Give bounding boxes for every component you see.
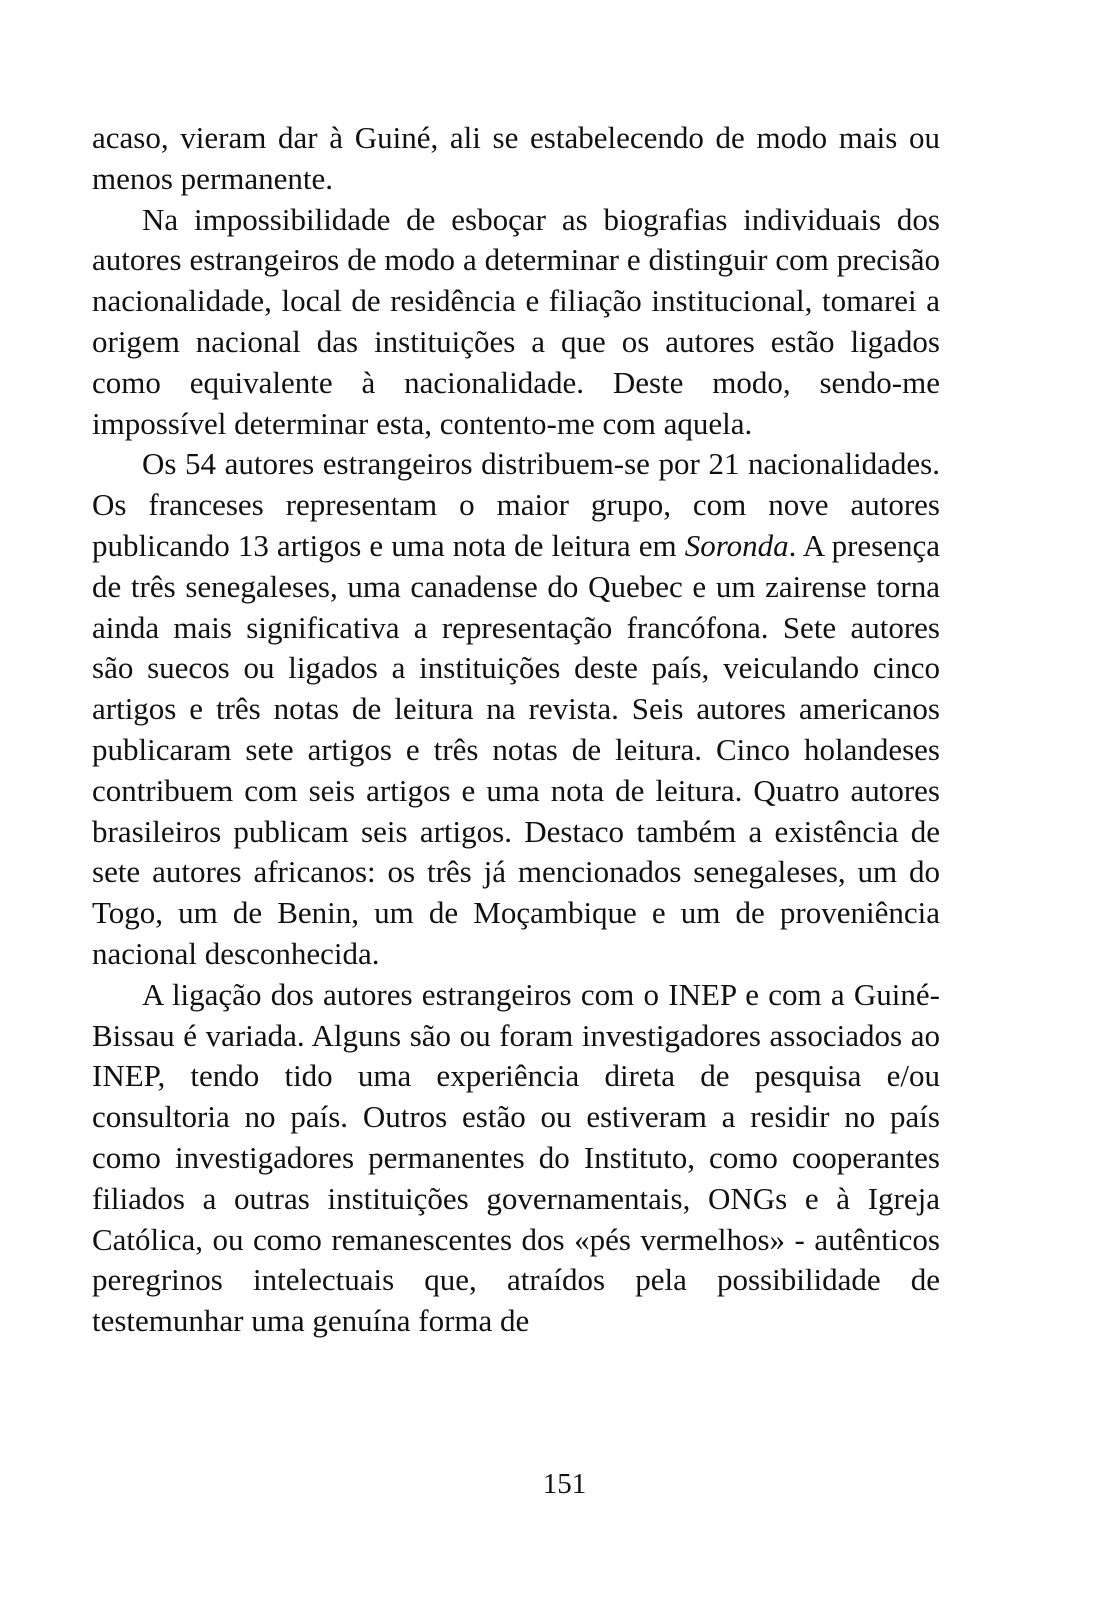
page-number: 151 [542,1468,587,1500]
paragraph-4 [92,975,940,1342]
paragraph-4-text: A ligação dos autores estrangeiros com o INEP e com a Guiné-Bissau é variada. Alguns são ou foram investigadores associados ao INEP, tendo tido uma experiência direta de pesquisa e/ou consultoria no país. Outros estão ou estiveram a residir no país como investigadores permanentes do Instituto, como cooperantes filiados a outras instituições governamentais, ONGs e à Igreja Católica, ou como remanescentes dos «pés vermelhos» - autênticos peregrinos intelectuais que, atraídos pela possibilidade de testemunhar uma genuína forma de [92,976,940,1339]
document-body [92,118,940,1342]
paragraph-1 [92,118,940,200]
paragraph-2 [92,200,940,445]
paragraph-3 [92,444,940,974]
paragraph-3-text-b: . A presença de três senegaleses, uma canadense do Quebec e um zairense torna ainda mais significativa a representação francófona. Sete autores são suecos ou ligados a instituições deste país, veiculando cinco artigos e três notas de leitura na revista. Seis autores americanos publicaram sete artigos e três notas de leitura. Cinco holandeses contribuem com seis artigos e uma nota de leitura. Quatro autores brasileiros publicam seis artigos. Destaco também a existência de sete autores africanos: os três já mencionados senegaleses, um do Togo, um de Benin, um de Moçambique e um de proveniência nacional desconhecida. [92,527,940,971]
paragraph-2-text: Na impossibilidade de esboçar as biografias individuais dos autores estrangeiros de modo a determinar e distinguir com precisão nacionalidade, local de residência e filiação institucional, tomarei a origem nacional das instituições a que os autores estão ligados como equivalente à nacionalidade. Deste modo, sendo-me impossível determinar esta, contento-me com aquela. [92,201,940,441]
paragraph-1-text: acaso, vieram dar à Guiné, ali se estabelecendo de modo mais ou menos permanente. [92,120,940,196]
journal-title: Soronda [684,527,789,563]
paragraph-3-text-a: Os 54 autores estrangeiros distribuem-se por 21 nacionalidades. Os franceses representam o maior grupo, com nove autores publicando 13 artigos e uma nota de leitura em [92,446,940,563]
